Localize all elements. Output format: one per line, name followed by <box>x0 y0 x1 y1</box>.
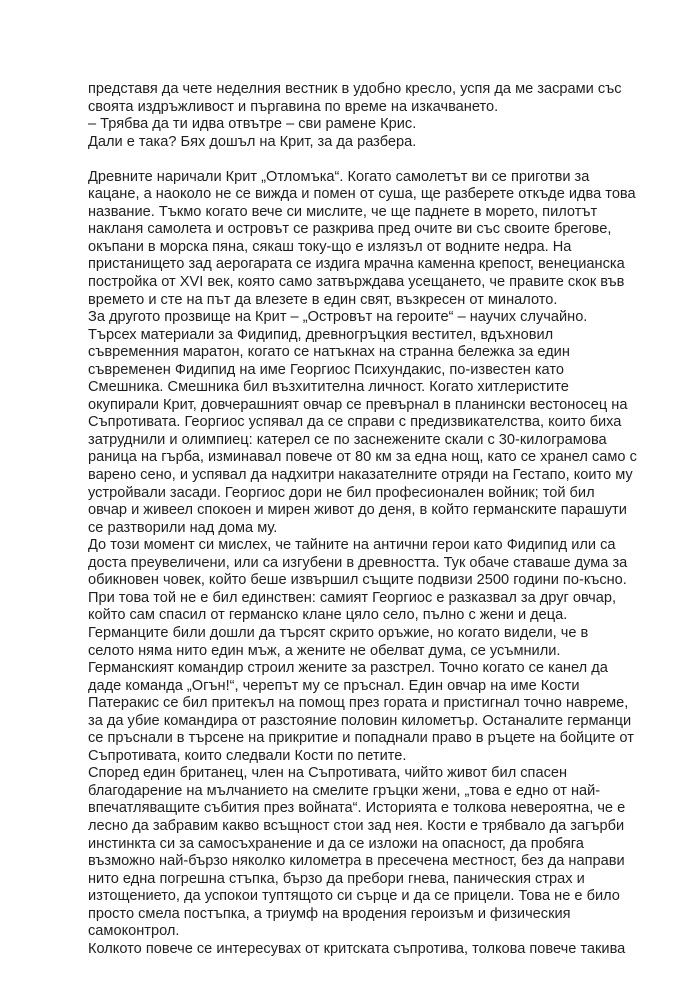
text-line: се разтворили над дома му. <box>88 519 278 536</box>
text-line: затруднили и олимпиец: катерел се по заснежените скали с 30-килограмова <box>88 431 607 448</box>
text-line: възможно най-бързо няколко километра в пресечена местност, без да направи <box>88 853 625 870</box>
text-line: Съпротивата. Георгиос успявал да се справи с предизвикателства, които биха <box>88 414 622 431</box>
paragraph-spacer <box>88 151 628 169</box>
text-line: изтощението, да успокои туптящото си сърце и да се прицели. Това не е било <box>88 888 620 905</box>
text-line: Древните наричали Крит „Отломъка“. Когато самолетът ви се приготви за <box>88 168 590 185</box>
text-line: Германците били дошли да търсят скрито оръжие, но когато видели, че в <box>88 624 589 641</box>
text-line: При това той не е бил единствен: самият Георгиос е разказвал за друг овчар, <box>88 589 617 606</box>
text-line: обикновен човек, който беше извършил същите подвизи 2500 години по-късно. <box>88 572 627 589</box>
text-line: пристанището зад аерогарата се издига мрачна каменна крепост, венецианска <box>88 256 625 273</box>
text-line: даде команда „Огън!“, черепът му се пръснал. Един овчар на име Кости <box>88 677 580 694</box>
text-line: за да убие командира от разстояние половин километър. Останалите германци <box>88 712 632 729</box>
text-line: Германският командир строил жените за разстрел. Точно когато се канел да <box>88 660 608 677</box>
text-line: окупирали Крит, довчерашният овчар се превърнал в планински вестоносец на <box>88 396 628 413</box>
text-line: Търсех материали за Фидипид, древногръцкия вестител, вдъхновил <box>88 326 554 343</box>
text-line: устройвали засади. Георгиос дори не бил професионален войник; той бил <box>88 484 595 501</box>
text-line: инстинкта си за самосъхранение и да се изложи на опасност, да пробяга <box>88 835 584 852</box>
text-line: който сам спасил от германско клане цяло село, пълно с жени и деца. <box>88 607 568 624</box>
text-line: времето и сте на път да влезете в един свят, възкресен от миналото. <box>88 291 558 308</box>
text-line: се пръснали в търсене на прикритие и попаднали право в ръцете на бойците от <box>88 730 634 747</box>
text-line: съвременния маратон, когато се натъкнах на странна бележка за един <box>88 344 570 361</box>
text-line: лесно да забравим какво всъщност стои зад нея. Кости е трябвало да загърби <box>88 817 625 834</box>
text-line: За другото прозвище на Крит – „Островът на героите“ – научих случайно. <box>88 309 588 326</box>
text-body <box>88 81 637 958</box>
text-line: До този момент си мислех, че тайните на антични герои като Фидипид или са <box>88 537 616 554</box>
text-line: своята издръжливост и пъргавина по време на изкачването. <box>88 98 499 115</box>
text-line: селото няма нито един мъж, а жените не обелват дума, се усъмнили. <box>88 642 561 659</box>
text-line: Колкото повече се интересувах от критската съпротива, толкова повече такива <box>88 940 626 957</box>
text-line: овчар и живеел спокоен и мирен живот до деня, в който германските парашути <box>88 502 627 519</box>
text-line: Смешника. Смешника бил възхитителна личност. Когато хитлеристите <box>88 379 569 396</box>
text-line: представя да чете неделния вестник в удобно кресло, успя да ме засрами със <box>88 81 622 97</box>
text-line: окъпани в морска пяна, сякаш току-що е излязъл от водните недра. На <box>88 238 572 255</box>
text-line: самоконтрол. <box>88 923 180 940</box>
text-line: Съпротивата, които следвали Кости по петите. <box>88 747 407 764</box>
text-line: нито една погрешна стъпка, бързо да пребори гнева, паническия страх и <box>88 870 585 887</box>
text-line: благодарение на мълчанието на смелите гръцки жени, „това е едно от най- <box>88 782 601 799</box>
text-line: накланя самолета и островът се разкрива пред очите ви със своите брегове, <box>88 221 612 238</box>
document-page <box>88 81 637 958</box>
text-line: кацане, а наоколо не се вижда и помен от суша, ще разберете откъде идва това <box>88 186 636 203</box>
text-line: съвременен Фидипид на име Георгиос Психундакис, по-известен като <box>88 361 564 378</box>
text-line: Според един британец, член на Съпротивата, чийто живот бил спасен <box>88 765 568 782</box>
text-line: доста преувеличени, или са изгубени в древността. Тук обаче ставаше дума за <box>88 554 628 571</box>
text-line: просто смела постъпка, а триумф на вродения героизъм и физическия <box>88 905 571 922</box>
text-line: Патеракис се бил притекъл на помощ през гората и пристигнал точно навреме, <box>88 695 629 712</box>
text-line: постройка от XVI век, която само затвърждава усещането, че правите скок във <box>88 274 625 291</box>
text-line: впечатляващите събития през войната“. Историята е толкова невероятна, че е <box>88 800 626 817</box>
text-line: раница на гърба, изминавал повече от 80 км за една нощ, като се хранел само с <box>88 449 637 466</box>
text-line: варено сено, и успявал да надхитри наказателните отряди на Гестапо, които му <box>88 467 633 484</box>
text-line: – Трябва да ти идва отвътре – сви рамене Крис. <box>88 116 417 133</box>
text-line: Дали е така? Бях дошъл на Крит, за да разбера. <box>88 133 417 150</box>
text-line: название. Тъкмо когато вече си мислите, че ще паднете в морето, пилотът <box>88 203 598 220</box>
